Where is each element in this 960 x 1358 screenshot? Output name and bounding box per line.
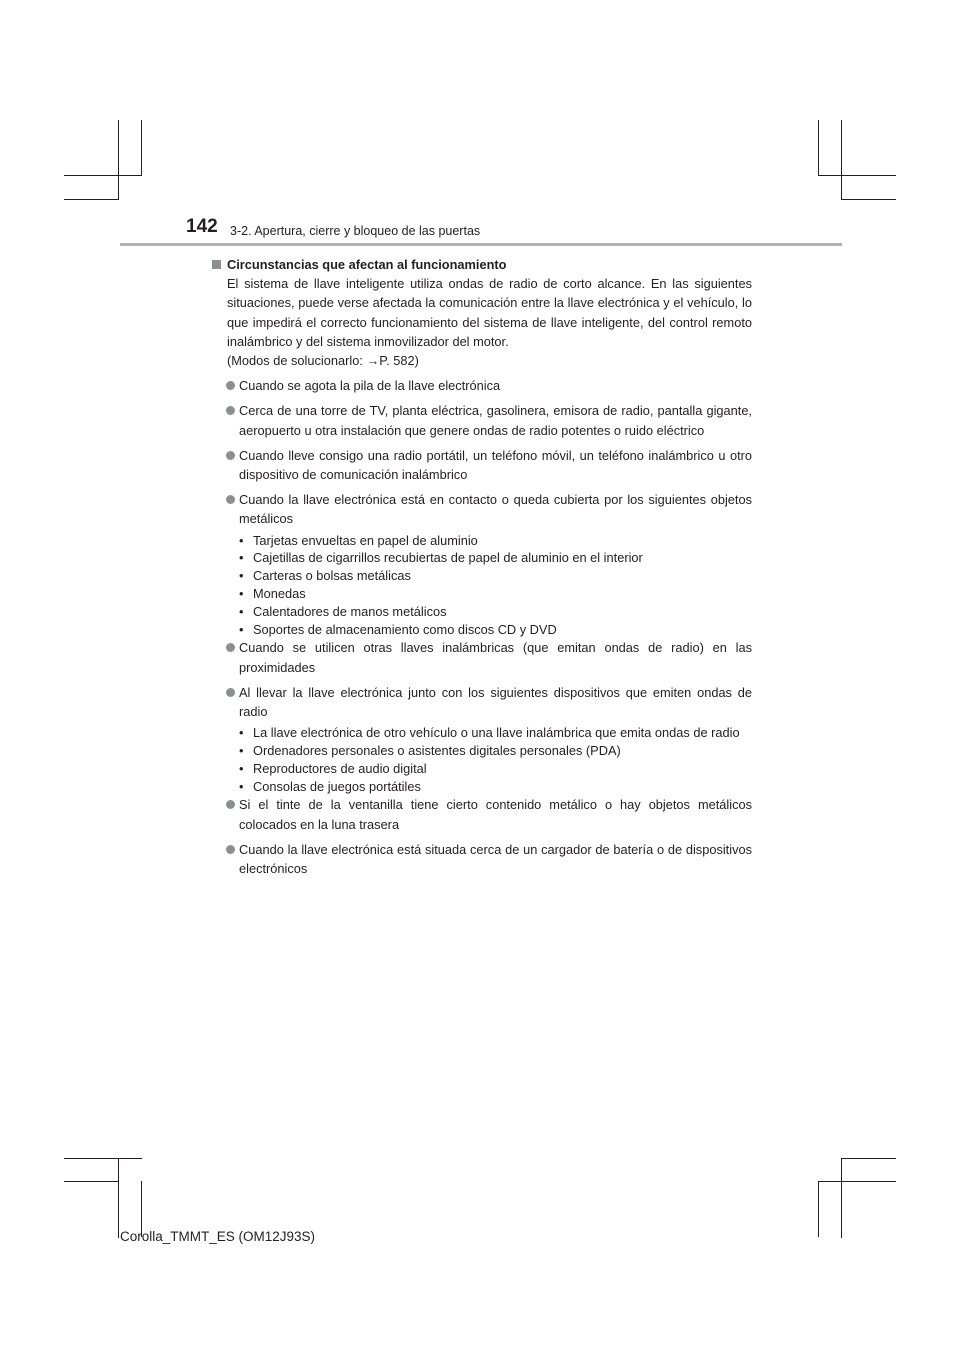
list-item-text: Si el tinte de la ventanilla tiene cierto contenido metálico o hay objetos metálicos colocados en la luna trasera [239,797,752,832]
list-item-text: Cuando se utilicen otras llaves inalámbricas (que emitan ondas de radio) en las proximidades [239,640,752,675]
manual-code: Corolla_TMMT_ES (OM12J93S) [120,1229,316,1244]
sub-list-item-text: Soportes de almacenamiento como discos CD y DVD [253,621,557,637]
dot-marker-icon: • [239,760,244,776]
sub-list-item [212,621,752,639]
dot-marker-icon: • [239,778,244,794]
reference-page: P. 582) [379,353,419,369]
circle-bullet-icon [226,495,235,504]
crop-mark [818,120,819,176]
sub-list-item [212,567,752,585]
dot-marker-icon: • [239,725,244,741]
circle-bullet-icon [226,800,235,809]
dot-marker-icon: • [239,550,244,566]
section-title: 3-2. Apertura, cierre y bloqueo de las puertas [230,224,481,238]
dot-marker-icon: • [239,568,244,584]
crop-mark [118,120,119,200]
sub-list-item [212,742,752,760]
section-heading-text: Circunstancias que afectan al funcionamiento [227,257,507,272]
crop-mark [818,175,896,176]
list-item [212,401,752,439]
circle-bullet-icon [226,845,235,854]
list-item [212,840,752,878]
crop-mark [64,175,142,176]
list-item [212,446,752,484]
crop-mark [818,1181,819,1237]
sub-list-item-text: Calentadores de manos metálicos [253,603,447,619]
sub-list-item-text: Tarjetas envueltas en papel de aluminio [253,532,478,548]
sub-list-item [212,585,752,603]
crop-mark [118,1158,119,1238]
circle-bullet-icon [226,381,235,390]
list-item-text: Cuando lleve consigo una radio portátil, un teléfono móvil, un teléfono inalámbrico u otro dispositivo de comunicación inalámbrico [239,447,752,483]
list-item-text: Cuando la llave electrónica está situada cerca de un cargador de batería o de dispositivos electrónicos [239,841,752,877]
sub-list-item-text: Consolas de juegos portátiles [253,778,421,794]
arrow-right-icon: → [366,353,380,369]
dot-marker-icon: • [239,743,244,759]
page-number: 142 [186,216,218,237]
bullet-list [212,376,752,878]
sub-list-item-text: Reproductores de audio digital [253,760,427,776]
sub-list-item [212,760,752,778]
dot-marker-icon: • [239,621,244,637]
list-item [212,638,752,676]
list-item [212,683,752,721]
list-item-text: Cuando la llave electrónica está en contacto o queda cubierta por los siguientes objetos metálicos [239,492,752,527]
sub-list [212,724,752,795]
list-item-text: Cuando se agota la pila de la llave electrónica [239,378,501,394]
page-content [212,255,752,878]
sub-list-item-text: Ordenadores personales o asistentes digitales personales (PDA) [253,743,621,759]
crop-mark [841,1158,842,1238]
crop-mark [64,1181,119,1182]
list-item [212,376,752,395]
sub-list-item-text: Carteras o bolsas metálicas [253,568,411,584]
crop-mark [841,1158,896,1159]
header-rule [120,243,842,246]
sub-list-item [212,532,752,550]
circle-bullet-icon [226,643,235,652]
sub-list-item [212,724,752,742]
sub-list-item [212,603,752,621]
circle-bullet-icon [226,688,235,697]
circle-bullet-icon [226,451,235,460]
list-item [212,490,752,528]
sub-list-item-text: Monedas [253,586,306,602]
sub-list-item-text: La llave electrónica de otro vehículo o una llave inalámbrica que emita ondas de radio [253,725,740,741]
sub-list-item [212,549,752,567]
intro-paragraph: El sistema de llave inteligente utiliza ondas de radio de corto alcance. En las siguientes situaciones, puede verse afectada la comunicación entre la llave electrónica y el vehículo, lo que impedirá el correcto funcionamiento del sistema de llave inteligente, del control remoto inalámbrico y del sistema inmovilizador del motor. [227,276,752,349]
crop-mark [64,1158,142,1159]
dot-marker-icon: • [239,603,244,619]
section-heading [212,255,752,274]
reference-line [227,351,752,370]
dot-marker-icon: • [239,532,244,548]
reference-label: (Modos de solucionarlo: [227,353,363,369]
dot-marker-icon: • [239,586,244,602]
sub-list-item [212,778,752,796]
crop-mark [841,120,842,200]
crop-mark [841,199,896,200]
circle-bullet-icon [226,406,235,415]
square-bullet-icon [212,260,221,269]
crop-mark [141,120,142,176]
crop-mark [818,1181,896,1182]
list-item-text: Al llevar la llave electrónica junto con los siguientes dispositivos que emiten ondas de radio [239,684,752,720]
crop-mark [64,199,119,200]
sub-list [212,532,752,639]
sub-list-item-text: Cajetillas de cigarrillos recubiertas de papel de aluminio en el interior [253,550,643,566]
list-item [212,795,752,833]
list-item-text: Cerca de una torre de TV, planta eléctrica, gasolinera, emisora de radio, pantalla gigante, aeropuerto u otra instalación que genere ondas de radio potentes o ruido eléctrico [239,403,752,438]
